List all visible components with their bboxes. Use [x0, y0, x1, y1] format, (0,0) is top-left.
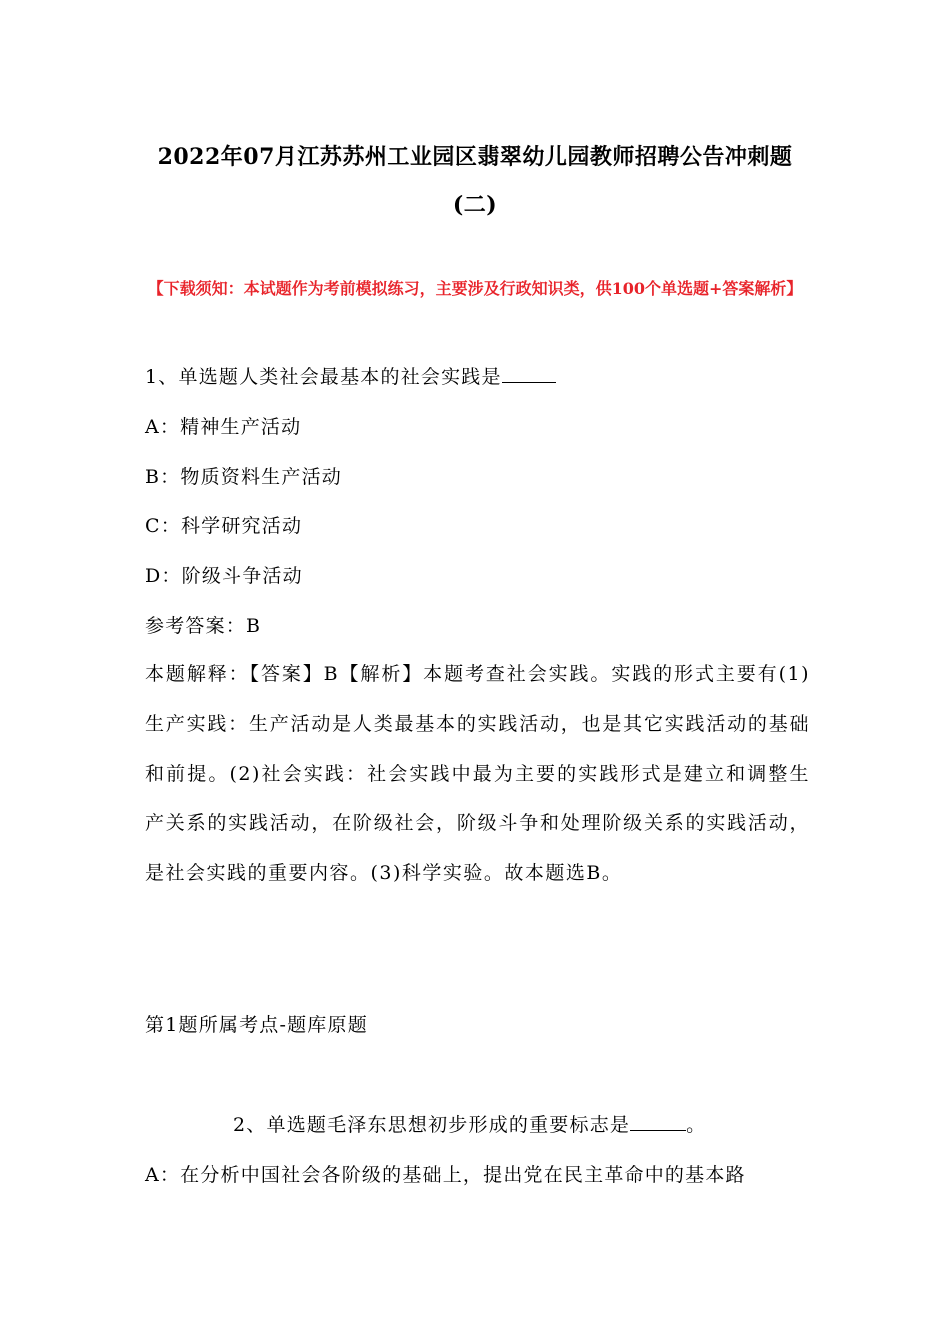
question-1-stem: [145, 362, 556, 389]
question-1-answer: 参考答案：B: [145, 615, 262, 637]
question-1-explanation: 本题解释：【答案】B【解析】本题考查社会实践。实践的形式主要有(1)生产实践：生产活动是人类最基本的实践活动，也是其它实践活动的基础和前提。(2)社会实践：社会实践中最为主要的实践形式是建立和调整生产关系的实践活动，在阶级社会，阶级斗争和处理阶级关系的实践活动，是社会实践的重要内容。(3)科学实验。故本题选B。: [145, 663, 810, 885]
question-1-option-c: C：科学研究活动: [145, 515, 303, 537]
download-notice: 【下载须知：本试题作为考前模拟练习，主要涉及行政知识类，供100个单选题+答案解析】: [147, 279, 803, 298]
answer-blank: [502, 364, 556, 383]
question-1-stem-text: 1、单选题人类社会最基本的社会实践是: [145, 366, 502, 388]
question-2-option-a: A：在分析中国社会各阶级的基础上，提出党在民主革命中的基本路: [145, 1164, 746, 1186]
question-2-stem-end: 。: [686, 1114, 707, 1136]
question-1-option-d: D：阶级斗争活动: [145, 565, 303, 587]
question-2-stem: [233, 1110, 706, 1137]
question-1-option-a: A：精神生产活动: [145, 416, 302, 438]
question-1-option-b: B：物质资料生产活动: [145, 466, 342, 488]
document-title: 2022年07月江苏苏州工业园区翡翠幼儿园教师招聘公告冲刺题: [157, 144, 793, 170]
answer-blank: [630, 1112, 686, 1131]
question-1-knowledge-point: 第1题所属考点-题库原题: [145, 1014, 368, 1036]
document-title-suffix: (二): [452, 192, 498, 218]
question-2-stem-text: 2、单选题毛泽东思想初步形成的重要标志是: [233, 1114, 631, 1136]
